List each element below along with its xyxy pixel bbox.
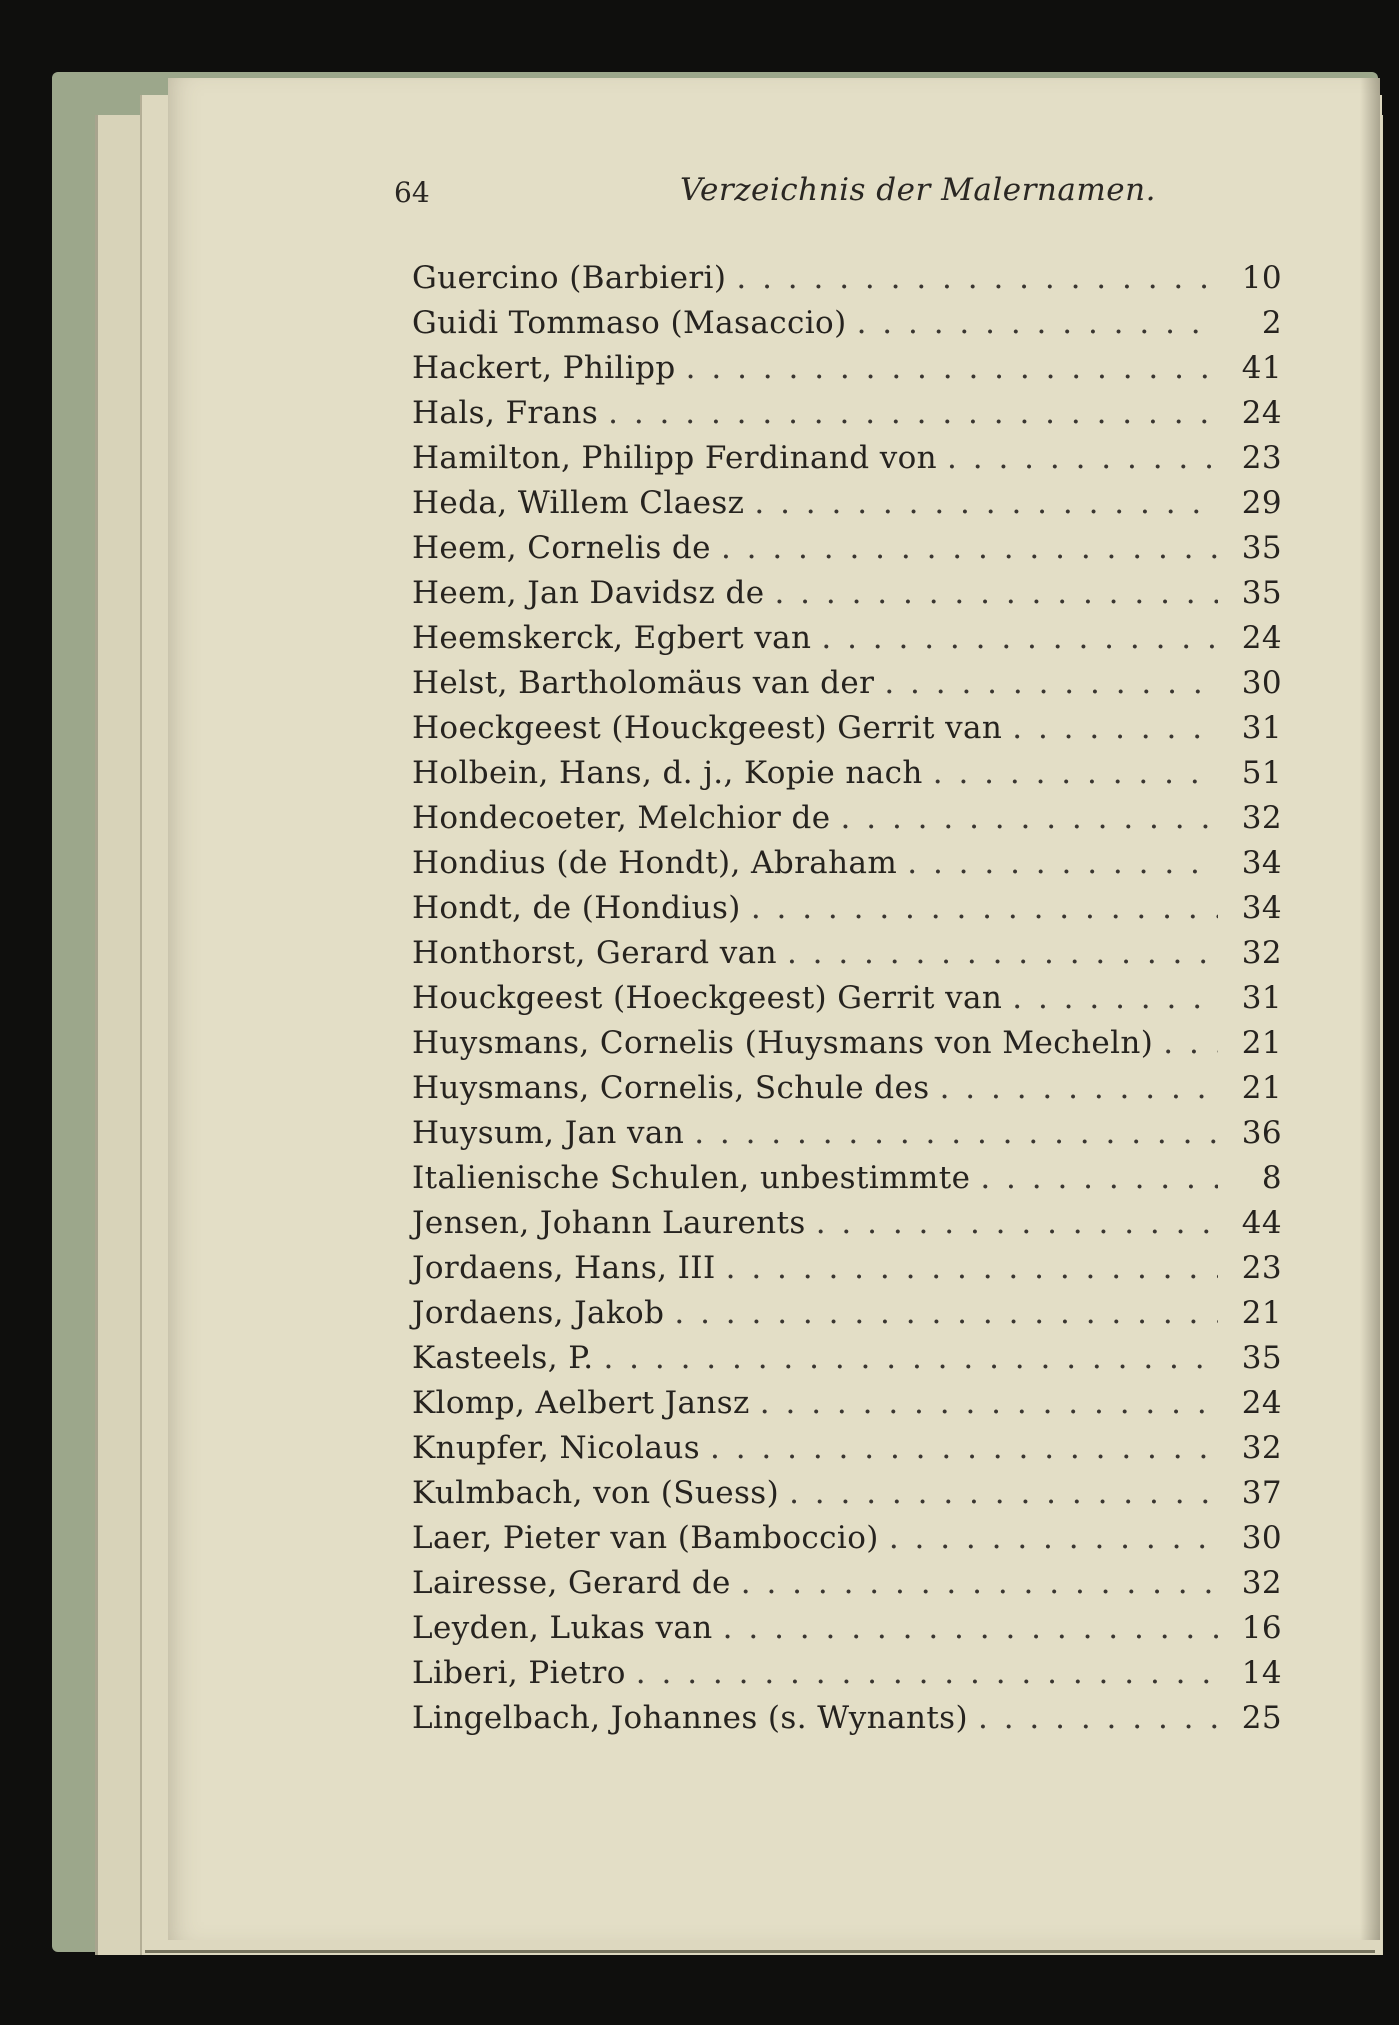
entry-name: Heemskerck, Egbert van <box>412 620 812 656</box>
dot-leader <box>907 841 1218 886</box>
entry-name: Lingelbach, Johannes (s. Wynants) <box>412 1700 968 1736</box>
entry-name: Kasteels, P. <box>412 1340 594 1376</box>
dot-leader <box>787 931 1218 976</box>
entry-name: Klomp, Aelbert Jansz <box>412 1385 750 1421</box>
index-entry <box>412 1471 1282 1516</box>
index-entry <box>412 571 1282 616</box>
entry-page-ref: 8 <box>1261 1160 1282 1196</box>
entry-name: Huysmans, Cornelis (Huysmans von Mecheln) <box>412 1025 1154 1061</box>
index-entry <box>412 1156 1282 1201</box>
entry-page-ref: 34 <box>1241 890 1282 926</box>
dot-leader <box>1012 706 1218 751</box>
entry-page-ref: 34 <box>1241 845 1282 881</box>
entry-name: Hondius (de Hondt), Abraham <box>412 845 898 881</box>
index-entry <box>412 301 1282 346</box>
entry-page-ref: 24 <box>1241 1385 1282 1421</box>
entry-name: Jordaens, Jakob <box>412 1295 665 1331</box>
entry-name: Jordaens, Hans, III <box>412 1250 716 1286</box>
entry-name: Laer, Pieter van (Bamboccio) <box>412 1520 879 1556</box>
dot-leader <box>947 436 1218 481</box>
index-entry <box>412 1021 1282 1066</box>
entry-page-ref: 23 <box>1241 440 1282 476</box>
entry-name: Heda, Willem Claesz <box>412 485 745 521</box>
index-entry <box>412 1606 1282 1651</box>
entry-name: Hals, Frans <box>412 395 599 431</box>
index-entry <box>412 1201 1282 1246</box>
entry-page-ref: 24 <box>1241 395 1282 431</box>
index-entry <box>412 526 1282 571</box>
entry-page-ref: 21 <box>1241 1025 1282 1061</box>
entry-page-ref: 21 <box>1241 1295 1282 1331</box>
dot-leader <box>760 1381 1218 1426</box>
entry-name: Liberi, Pietro <box>412 1655 626 1691</box>
entry-name: Leyden, Lukas van <box>412 1610 713 1646</box>
dot-leader <box>884 661 1218 706</box>
entry-page-ref: 2 <box>1261 305 1282 341</box>
painter-index-list <box>412 256 1282 1741</box>
index-entry <box>412 1561 1282 1606</box>
entry-name: Holbein, Hans, d. j., Kopie nach <box>412 755 923 791</box>
dot-leader <box>889 1516 1218 1561</box>
dot-leader <box>694 1111 1218 1156</box>
entry-page-ref: 51 <box>1241 755 1282 791</box>
running-title: Verzeichnis der Malernamen. <box>680 172 1156 208</box>
index-entry <box>412 1111 1282 1156</box>
dot-leader <box>978 1696 1218 1741</box>
index-entry <box>412 841 1282 886</box>
page-number: 64 <box>394 176 430 209</box>
entry-name: Jensen, Johann Laurents <box>412 1205 806 1241</box>
dot-leader <box>603 1336 1218 1381</box>
entry-name: Knupfer, Nicolaus <box>412 1430 701 1466</box>
dot-leader <box>940 1066 1218 1111</box>
index-entry <box>412 1696 1282 1741</box>
entry-page-ref: 35 <box>1241 575 1282 611</box>
dot-leader <box>741 1561 1218 1606</box>
dot-leader <box>816 1201 1218 1246</box>
entry-page-ref: 10 <box>1241 260 1282 296</box>
entry-page-ref: 37 <box>1241 1475 1282 1511</box>
entry-name: Heem, Cornelis de <box>412 530 711 566</box>
dot-leader <box>980 1156 1218 1201</box>
entry-name: Lairesse, Gerard de <box>412 1565 731 1601</box>
index-entry <box>412 616 1282 661</box>
entry-name: Italienische Schulen, unbestimmte <box>412 1160 971 1196</box>
entry-name: Guidi Tommaso (Masaccio) <box>412 305 847 341</box>
dot-leader <box>686 346 1218 391</box>
index-entry <box>412 481 1282 526</box>
dot-leader <box>636 1651 1218 1696</box>
entry-name: Huysum, Jan van <box>412 1115 685 1151</box>
index-entry <box>412 1426 1282 1471</box>
entry-page-ref: 35 <box>1241 530 1282 566</box>
index-entry <box>412 256 1282 301</box>
dot-leader <box>821 616 1218 661</box>
dot-leader <box>774 571 1218 616</box>
page-bottom-edge <box>145 1950 1375 1953</box>
entry-page-ref: 25 <box>1241 1700 1282 1736</box>
entry-page-ref: 16 <box>1241 1610 1282 1646</box>
entry-page-ref: 32 <box>1241 1430 1282 1466</box>
entry-name: Huysmans, Cornelis, Schule des <box>412 1070 930 1106</box>
dot-leader <box>754 481 1218 526</box>
entry-name: Hondt, de (Hondius) <box>412 890 741 926</box>
dot-leader <box>933 751 1218 796</box>
dot-leader <box>726 1246 1218 1291</box>
dot-leader <box>736 256 1218 301</box>
dot-leader <box>841 796 1218 841</box>
index-entry <box>412 346 1282 391</box>
dot-leader <box>710 1426 1218 1471</box>
entry-page-ref: 14 <box>1241 1655 1282 1691</box>
dot-leader <box>789 1471 1218 1516</box>
index-entry <box>412 931 1282 976</box>
entry-page-ref: 21 <box>1241 1070 1282 1106</box>
entry-name: Houckgeest (Hoeckgeest) Gerrit van <box>412 980 1003 1016</box>
entry-page-ref: 32 <box>1241 1565 1282 1601</box>
dot-leader <box>721 526 1218 571</box>
entry-page-ref: 29 <box>1241 485 1282 521</box>
entry-page-ref: 36 <box>1241 1115 1282 1151</box>
entry-page-ref: 44 <box>1241 1205 1282 1241</box>
index-entry <box>412 436 1282 481</box>
entry-page-ref: 31 <box>1241 710 1282 746</box>
entry-name: Honthorst, Gerard van <box>412 935 777 971</box>
entry-page-ref: 30 <box>1241 1520 1282 1556</box>
entry-page-ref: 32 <box>1241 800 1282 836</box>
dot-leader <box>857 301 1218 346</box>
index-entry <box>412 1651 1282 1696</box>
dot-leader <box>1163 1021 1218 1066</box>
index-entry <box>412 751 1282 796</box>
index-entry <box>412 1516 1282 1561</box>
index-entry <box>412 1066 1282 1111</box>
dot-leader <box>723 1606 1218 1651</box>
dot-leader <box>1012 976 1218 1021</box>
page-header <box>230 168 1280 218</box>
entry-name: Hackert, Philipp <box>412 350 676 386</box>
entry-name: Guercino (Barbieri) <box>412 260 727 296</box>
entry-page-ref: 35 <box>1241 1340 1282 1376</box>
index-entry <box>412 886 1282 931</box>
entry-name: Helst, Bartholomäus van der <box>412 665 875 701</box>
index-entry <box>412 796 1282 841</box>
entry-page-ref: 30 <box>1241 665 1282 701</box>
index-entry <box>412 1291 1282 1336</box>
entry-name: Hamilton, Philipp Ferdinand von <box>412 440 938 476</box>
index-entry <box>412 1336 1282 1381</box>
entry-name: Kulmbach, von (Suess) <box>412 1475 780 1511</box>
entry-name: Heem, Jan Davidsz de <box>412 575 765 611</box>
dot-leader <box>674 1291 1218 1336</box>
index-entry <box>412 391 1282 436</box>
entry-page-ref: 23 <box>1241 1250 1282 1286</box>
dot-leader <box>751 886 1218 931</box>
entry-page-ref: 31 <box>1241 980 1282 1016</box>
dot-leader <box>608 391 1218 436</box>
index-entry <box>412 706 1282 751</box>
index-entry <box>412 661 1282 706</box>
entry-name: Hoeckgeest (Houckgeest) Gerrit van <box>412 710 1003 746</box>
index-entry <box>412 1381 1282 1426</box>
entry-name: Hondecoeter, Melchior de <box>412 800 831 836</box>
entry-page-ref: 41 <box>1241 350 1282 386</box>
entry-page-ref: 32 <box>1241 935 1282 971</box>
index-entry <box>412 976 1282 1021</box>
index-entry <box>412 1246 1282 1291</box>
entry-page-ref: 24 <box>1241 620 1282 656</box>
